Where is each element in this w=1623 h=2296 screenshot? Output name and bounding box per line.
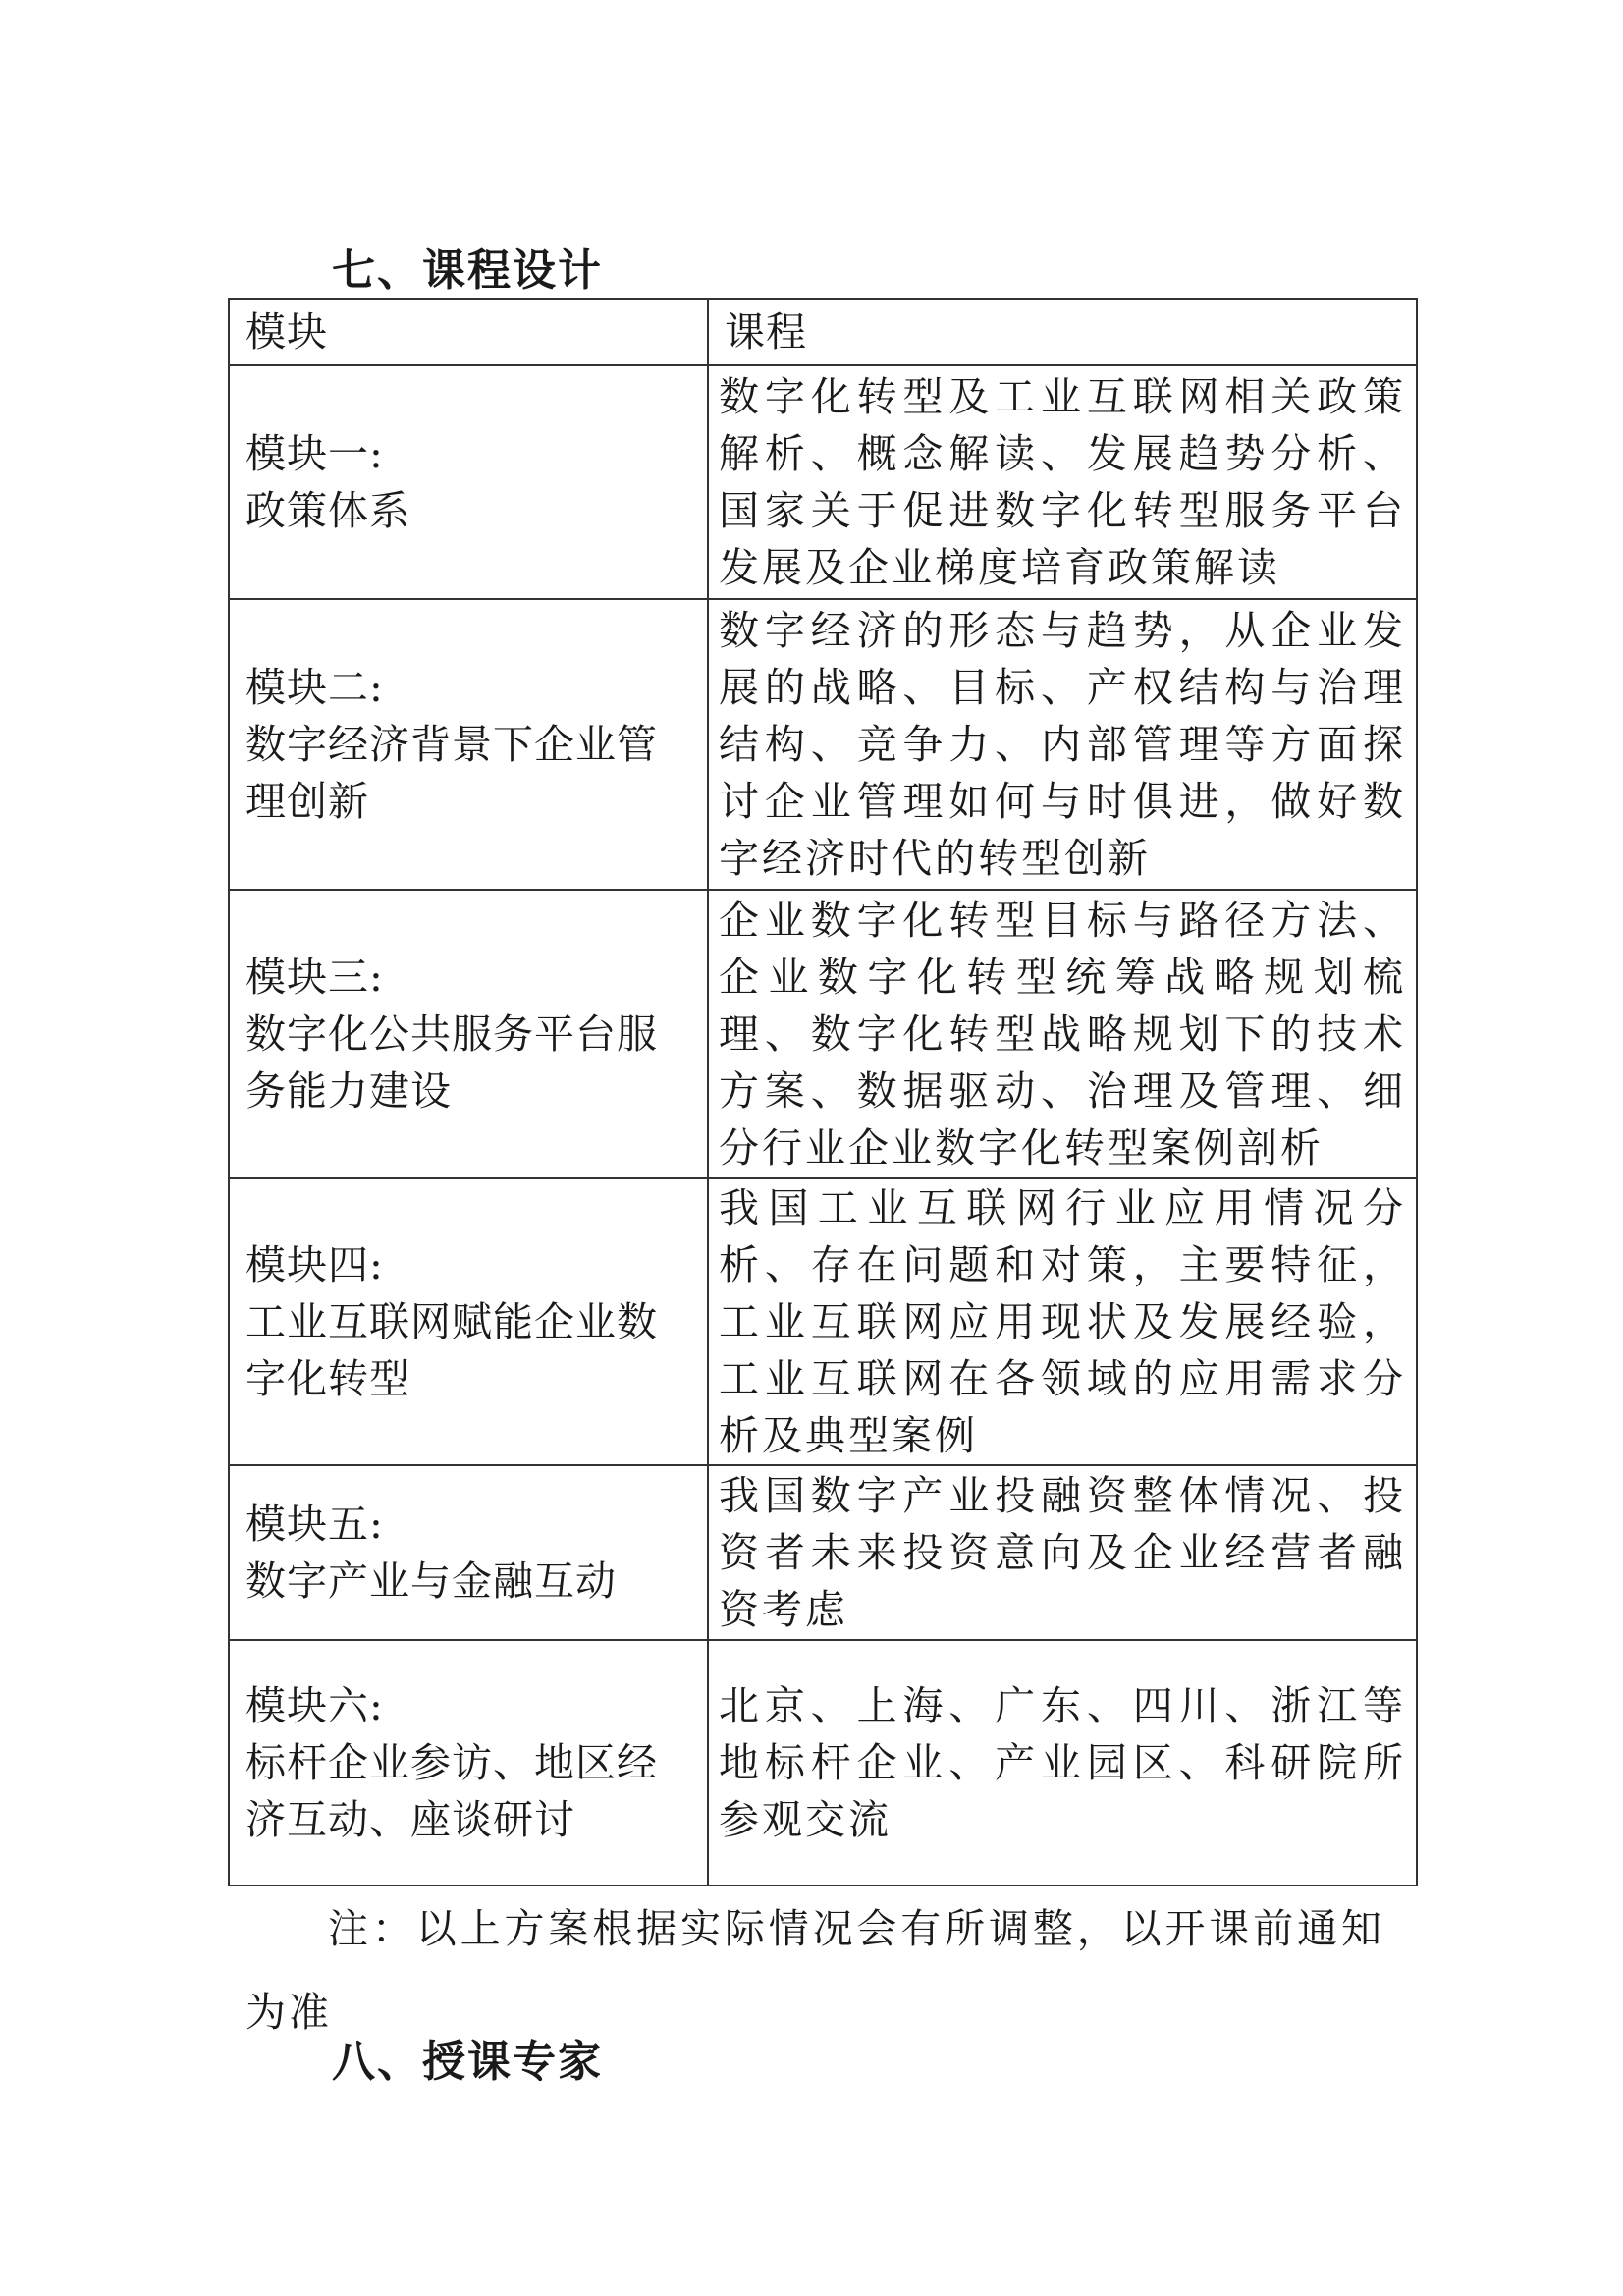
table-row xyxy=(229,1465,1417,1640)
module-cell xyxy=(229,1640,708,1886)
module-name: 数字产业与金融互动 xyxy=(245,1558,617,1605)
module-name: 工业互联网赋能企业数字化转型 xyxy=(245,1298,658,1402)
module-label: 模块四: xyxy=(245,1241,384,1288)
column-header-module: 模块 xyxy=(229,299,708,365)
course-cell: 我国工业互联网行业应用情况分析、存在问题和对策，主要特征，工业互联网应用现状及发展经验，工业互联网在各领域的应用需求分析及典型案例 xyxy=(708,1178,1417,1465)
module-name: 数字化公共服务平台服务能力建设 xyxy=(245,1011,658,1115)
module-cell xyxy=(229,599,708,890)
module-name: 标杆企业参访、地区经济互动、座谈研讨 xyxy=(245,1739,658,1843)
section-heading-course-design: 七、课程设计 xyxy=(332,246,603,296)
course-table xyxy=(228,298,1418,1886)
table-header-row xyxy=(229,299,1417,365)
course-cell: 企业数字化转型目标与路径方法、企业数字化转型统筹战略规划梳理、数字化转型战略规划下的技术方案、数据驱动、治理及管理、细分行业企业数字化转型案例剖析 xyxy=(708,890,1417,1178)
table-row xyxy=(229,1640,1417,1886)
course-cell: 我国数字产业投融资整体情况、投资者未来投资意向及企业经营者融资考虑 xyxy=(708,1465,1417,1640)
course-cell: 数字化转型及工业互联网相关政策解析、概念解读、发展趋势分析、国家关于促进数字化转型服务平台发展及企业梯度培育政策解读 xyxy=(708,365,1417,599)
course-cell: 北京、上海、广东、四川、浙江等地标杆企业、产业园区、科研院所参观交流 xyxy=(708,1640,1417,1886)
column-header-course: 课程 xyxy=(708,299,1417,365)
course-cell: 数字经济的形态与趋势，从企业发展的战略、目标、产权结构与治理结构、竞争力、内部管理等方面探讨企业管理如何与时俱进，做好数字经济时代的转型创新 xyxy=(708,599,1417,890)
section-heading-lecturers: 八、授课专家 xyxy=(332,2037,603,2087)
note-paragraph: 注：以上方案根据实际情况会有所调整，以开课前通知为准 xyxy=(245,1905,1384,2036)
module-label: 模块二: xyxy=(245,664,384,711)
module-cell xyxy=(229,1465,708,1640)
module-label: 模块五: xyxy=(245,1501,384,1548)
table-row xyxy=(229,599,1417,890)
table-row xyxy=(229,365,1417,599)
table-row xyxy=(229,1178,1417,1465)
module-label: 模块六: xyxy=(245,1682,384,1729)
table-row xyxy=(229,890,1417,1178)
module-name: 政策体系 xyxy=(245,487,410,534)
module-name: 数字经济背景下企业管理创新 xyxy=(245,721,658,825)
module-label: 模块一: xyxy=(245,430,384,477)
module-cell xyxy=(229,365,708,599)
module-cell xyxy=(229,1178,708,1465)
module-cell xyxy=(229,890,708,1178)
module-label: 模块三: xyxy=(245,954,384,1001)
